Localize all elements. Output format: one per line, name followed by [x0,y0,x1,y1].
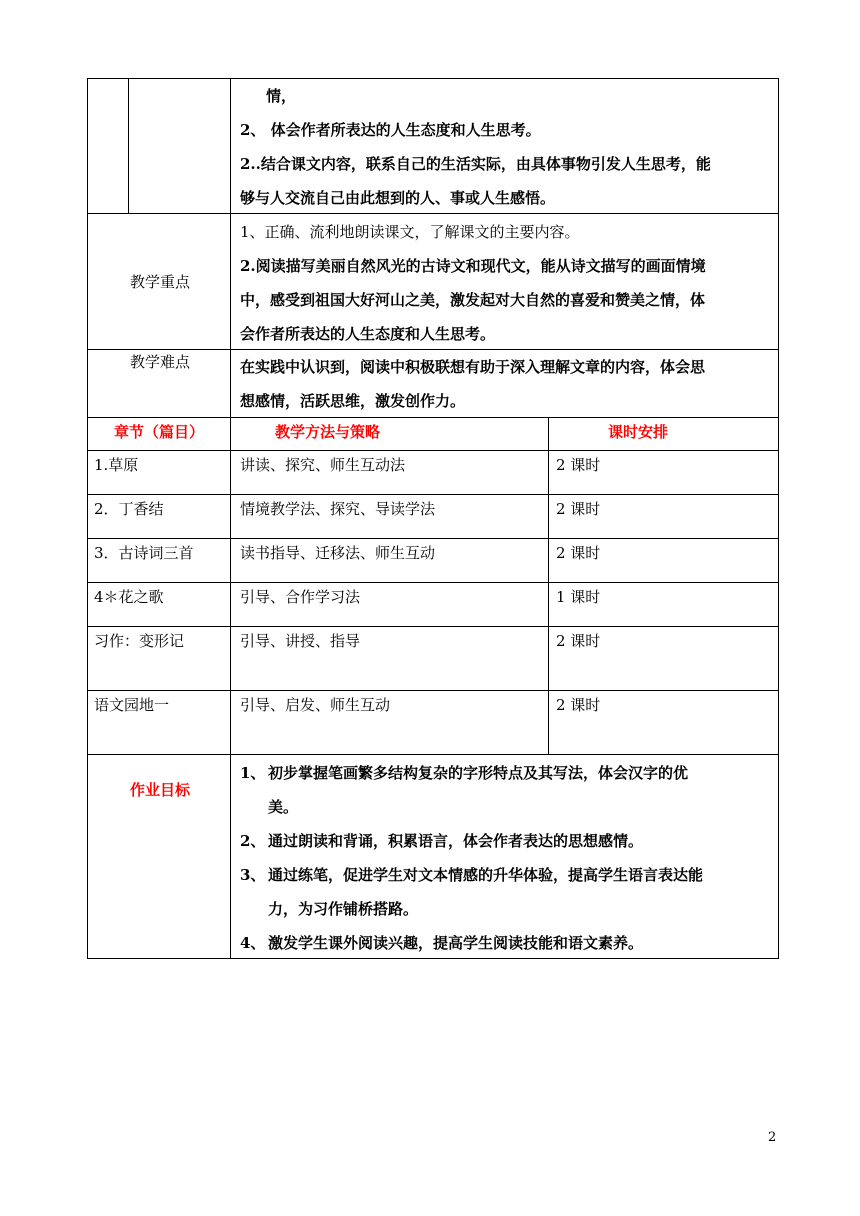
row-chapter: 3．古诗词三首 [94,544,194,562]
key-points-content [240,215,774,351]
row-method: 引导、讲授、指导 [240,632,361,650]
homework-item-line-2: 力，为习作铺桥搭路。 [268,900,419,918]
difficulties-line-2: 想感情，活跃思维，激发创作力。 [240,392,466,410]
top-cell-line-3: 2..结合课文内容，联系自己的生活实际，由具体事物引发人生思考，能 [240,155,711,173]
homework-item-line-1: 激发学生课外阅读兴趣，提高学生阅读技能和语文素养。 [268,934,644,952]
homework-item-line-2: 美。 [268,798,299,816]
top-cell-line-1: 情， [266,87,297,105]
key-points-line-1: 1、正确、流利地朗读课文，了解课文的主要内容。 [240,223,580,241]
row-method: 读书指导、迁移法、师生互动 [240,544,436,562]
difficulties-content [240,350,774,418]
homework-item [240,858,774,926]
header-hours: 课时安排 [608,423,669,441]
row-hours: 2 课时 [556,632,601,650]
key-points-line-4: 会作者所表达的人生态度和人生思考。 [240,325,496,343]
row-chapter: 1.草原 [94,456,139,474]
homework-item [240,756,774,824]
homework-item-num: 3、 [240,866,266,884]
row-method: 讲读、探究、师生互动法 [240,456,406,474]
homework-item [240,926,774,960]
row-method: 情境教学法、探究、导读学法 [240,500,436,518]
row-chapter: 习作：变形记 [94,632,185,650]
header-chapter: 章节（篇目） [114,423,205,441]
homework-item-num: 1、 [240,764,266,782]
homework-item [240,824,774,858]
row-hours: 2 课时 [556,696,601,714]
homework-item-line-1: 通过朗读和背诵，积累语言，体会作者表达的思想感情。 [268,832,644,850]
key-points-line-3: 中，感受到祖国大好河山之美，激发起对大自然的喜爱和赞美之情，体 [240,291,706,309]
homework-label: 作业目标 [130,781,191,799]
row-chapter: 语文园地一 [94,696,170,714]
difficulties-label: 教学难点 [130,353,191,371]
row-chapter: 2．丁香结 [94,500,164,518]
row-hours: 2 课时 [556,456,601,474]
difficulties-line-1: 在实践中认识到，阅读中积极联想有助于深入理解文章的内容，体会思 [240,358,706,376]
row-hours: 1 课时 [556,588,601,606]
top-cell-line-4: 够与人交流自己由此想到的人、事或人生感悟。 [240,189,556,207]
row-hours: 2 课时 [556,544,601,562]
homework-item-line-1: 通过练笔，促进学生对文本情感的升华体验，提高学生语言表达能 [268,866,704,884]
page-number: 2 [768,1130,777,1145]
header-method: 教学方法与策略 [275,423,381,441]
key-points-label: 教学重点 [130,273,191,291]
homework-item-line-1: 初步掌握笔画繁多结构复杂的字形特点及其写法，体会汉字的优 [268,764,689,782]
row-method: 引导、启发、师生互动 [240,696,391,714]
row-method: 引导、合作学习法 [240,588,361,606]
top-cell-line-2: 2、 体会作者所表达的人生态度和人生思考。 [240,121,541,139]
homework-item-num: 4、 [240,934,266,952]
top-cell-content [240,78,774,215]
homework-item-num: 2、 [240,832,266,850]
row-chapter: 4＊花之歌 [94,588,164,606]
homework-content [240,756,774,960]
key-points-line-2: 2.阅读描写美丽自然风光的古诗文和现代文，能从诗文描写的画面情境 [240,257,706,275]
row-hours: 2 课时 [556,500,601,518]
